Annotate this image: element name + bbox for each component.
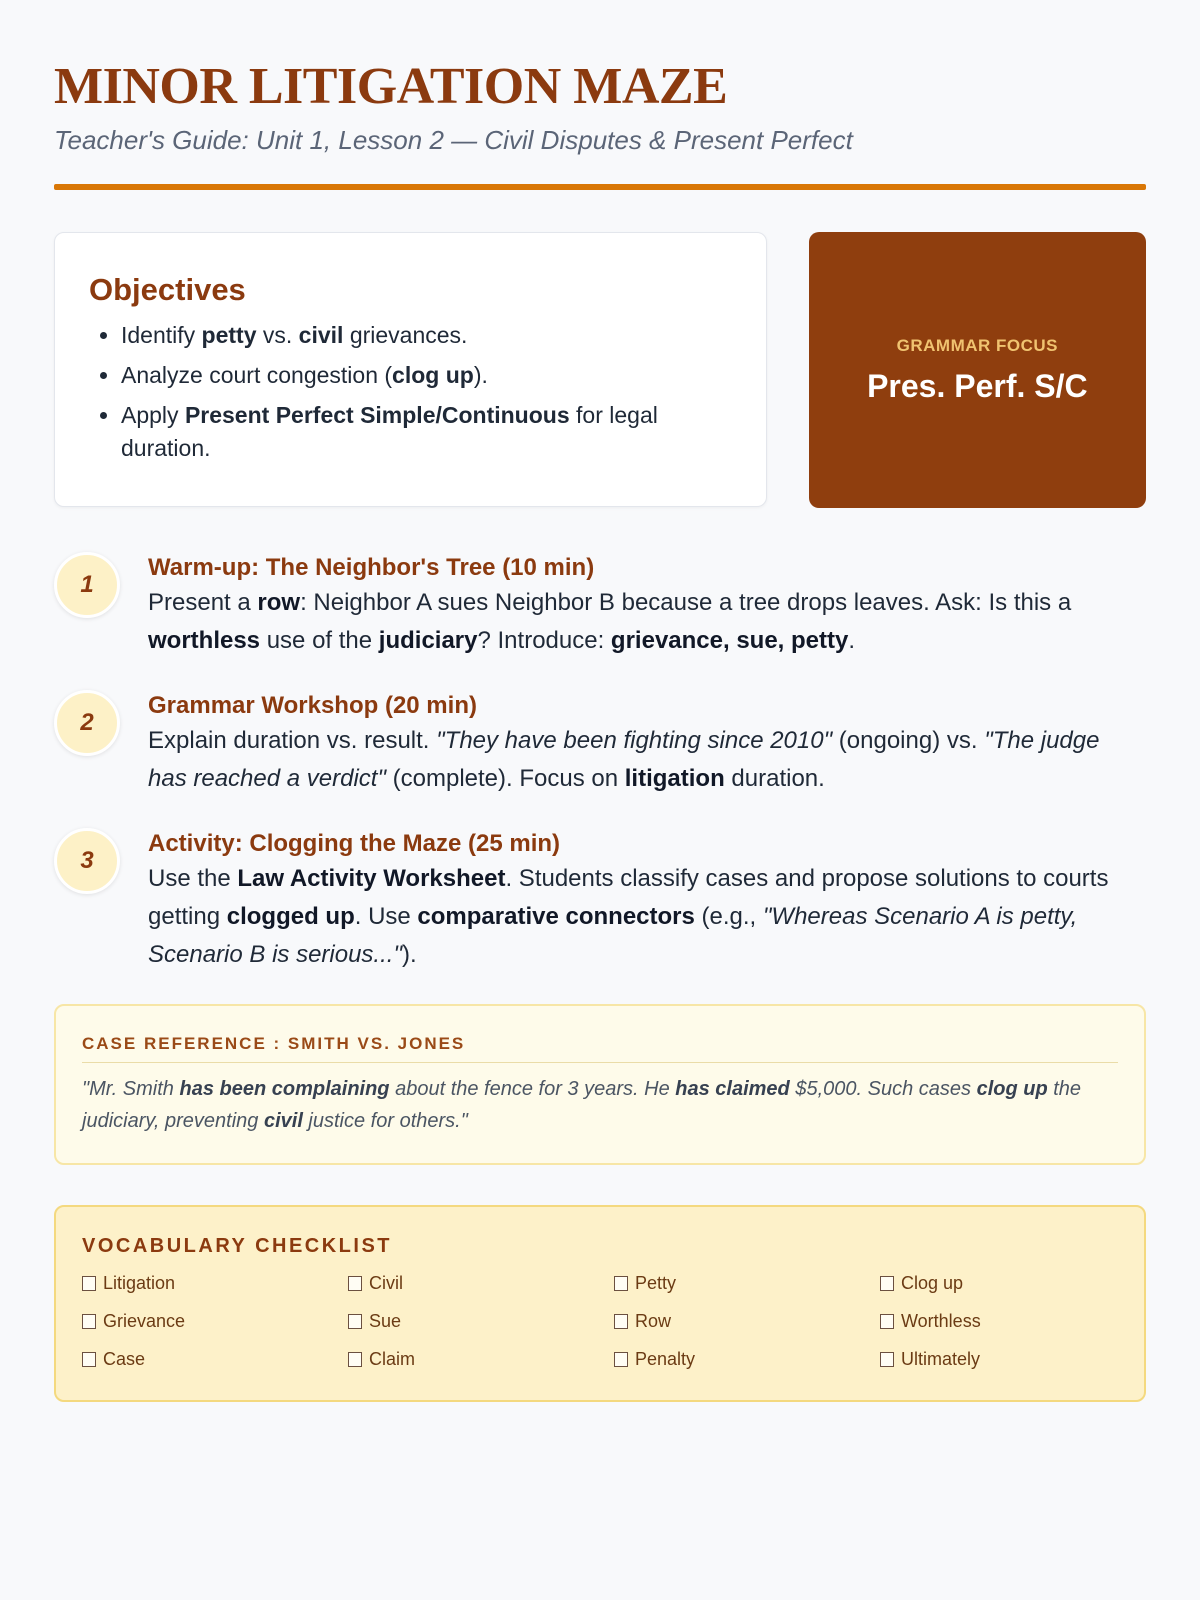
text-segment: $5,000. Such cases bbox=[789, 1078, 977, 1100]
vocabulary-checklist bbox=[54, 1205, 1146, 1402]
step-number-badge: 3 bbox=[54, 828, 120, 894]
objective-item bbox=[121, 399, 732, 465]
step-number-badge: 2 bbox=[54, 690, 120, 756]
text-segment: grievances. bbox=[343, 322, 468, 348]
checkbox[interactable] bbox=[348, 1352, 362, 1367]
vocabulary-checklist-label: VOCABULARY CHECKLIST bbox=[82, 1235, 393, 1257]
bold-text: civil bbox=[263, 1110, 303, 1132]
text-segment: ). bbox=[473, 362, 488, 388]
vocab-word: Petty bbox=[635, 1272, 677, 1293]
text-segment: Apply bbox=[121, 402, 185, 428]
vocab-item[interactable] bbox=[82, 1308, 348, 1334]
text-segment: Analyze court congestion ( bbox=[121, 362, 393, 388]
grammar-focus-card bbox=[809, 232, 1146, 508]
text-segment: vs. bbox=[256, 322, 299, 348]
grammar-focus-label: GRAMMAR FOCUS bbox=[896, 335, 1059, 355]
vocab-word: Case bbox=[103, 1348, 146, 1369]
vocab-word: Grievance bbox=[103, 1310, 186, 1331]
bold-text: litigation bbox=[624, 765, 725, 792]
vocab-item[interactable] bbox=[880, 1270, 1146, 1296]
text-segment: (ongoing) vs. bbox=[832, 727, 985, 754]
vocab-item[interactable] bbox=[614, 1308, 880, 1334]
text-segment: the judiciary, preventing bbox=[82, 1078, 1082, 1132]
lesson-step bbox=[54, 828, 1146, 974]
text-segment: for legal duration. bbox=[121, 402, 658, 461]
italic-text: "They have been fighting since 2010" bbox=[436, 727, 833, 754]
vocab-item[interactable] bbox=[348, 1308, 614, 1334]
vocab-item[interactable] bbox=[82, 1346, 348, 1372]
text-segment: Identify bbox=[121, 322, 202, 348]
lesson-step bbox=[54, 552, 1146, 660]
step-title: Warm-up: The Neighbor's Tree (10 min) bbox=[148, 554, 595, 581]
page-subtitle: Teacher's Guide: Unit 1, Lesson 2 — Civil Disputes & Present Perfect bbox=[54, 125, 853, 155]
vocab-item[interactable] bbox=[348, 1346, 614, 1372]
text-segment: "Mr. Smith bbox=[82, 1078, 180, 1100]
checkbox[interactable] bbox=[880, 1352, 894, 1367]
vocab-item[interactable] bbox=[82, 1270, 348, 1296]
bold-text: clog up bbox=[976, 1078, 1048, 1100]
text-segment: : Neighbor A sues Neighbor B because a tree drops leaves. Ask: Is this a bbox=[300, 589, 1072, 616]
text-segment: use of the bbox=[260, 627, 379, 654]
case-reference-quote bbox=[82, 1073, 1118, 1137]
bold-text: petty bbox=[201, 322, 257, 348]
checkbox[interactable] bbox=[82, 1276, 96, 1291]
header-divider bbox=[54, 184, 1146, 190]
top-row bbox=[54, 232, 1146, 508]
checkbox[interactable] bbox=[880, 1314, 894, 1329]
italic-text: "The judge has reached a verdict" bbox=[148, 727, 1100, 792]
bold-text: judiciary bbox=[378, 627, 478, 654]
vocab-word: Sue bbox=[369, 1310, 402, 1331]
objectives-card bbox=[54, 232, 767, 507]
bold-text: Present Perfect Simple/Continuous bbox=[184, 402, 570, 428]
step-text bbox=[148, 722, 1118, 798]
bold-text: grievance, sue, petty bbox=[610, 627, 849, 654]
text-segment: . Use bbox=[354, 903, 418, 930]
vocab-word: Row bbox=[635, 1310, 672, 1331]
vocab-item[interactable] bbox=[880, 1346, 1146, 1372]
step-title: Grammar Workshop (20 min) bbox=[148, 692, 477, 719]
vocab-item[interactable] bbox=[880, 1308, 1146, 1334]
objective-item bbox=[121, 319, 732, 352]
objectives-list bbox=[89, 319, 732, 465]
vocab-item[interactable] bbox=[614, 1270, 880, 1296]
checkbox[interactable] bbox=[348, 1314, 362, 1329]
step-text bbox=[148, 584, 1118, 660]
vocab-item[interactable] bbox=[614, 1346, 880, 1372]
text-segment: (e.g., bbox=[694, 903, 763, 930]
step-body bbox=[148, 828, 1118, 974]
bold-text: civil bbox=[298, 322, 344, 348]
checkbox[interactable] bbox=[82, 1352, 96, 1367]
vocab-word: Litigation bbox=[103, 1272, 176, 1293]
objective-item bbox=[121, 359, 732, 392]
checkbox[interactable] bbox=[880, 1276, 894, 1291]
text-segment: Use the bbox=[148, 865, 238, 892]
step-title: Activity: Clogging the Maze (25 min) bbox=[148, 830, 561, 857]
vocab-word: Claim bbox=[369, 1348, 416, 1369]
text-segment: duration. bbox=[724, 765, 825, 792]
bold-text: has been complaining bbox=[179, 1078, 390, 1100]
lesson-steps bbox=[54, 552, 1146, 974]
bold-text: worthless bbox=[148, 627, 261, 654]
text-segment: ? Introduce: bbox=[477, 627, 611, 654]
vocab-item[interactable] bbox=[348, 1270, 614, 1296]
text-segment: . Students classify cases and propose solutions to courts getting bbox=[148, 865, 1109, 930]
checkbox[interactable] bbox=[614, 1314, 628, 1329]
objectives-heading: Objectives bbox=[89, 272, 246, 307]
bold-text: comparative connectors bbox=[417, 903, 695, 930]
vocab-word: Ultimately bbox=[901, 1348, 981, 1369]
text-segment: Explain duration vs. result. bbox=[148, 727, 437, 754]
vocabulary-grid bbox=[82, 1270, 1118, 1372]
vocab-word: Penalty bbox=[635, 1348, 696, 1369]
text-segment: . bbox=[848, 627, 856, 654]
vocab-word: Civil bbox=[369, 1272, 403, 1293]
step-body bbox=[148, 552, 1118, 660]
checkbox[interactable] bbox=[82, 1314, 96, 1329]
text-segment: justice for others." bbox=[302, 1110, 468, 1132]
checkbox[interactable] bbox=[614, 1352, 628, 1367]
text-segment: about the fence for 3 years. He bbox=[389, 1078, 676, 1100]
case-reference-label: CASE REFERENCE : SMITH VS. JONES bbox=[82, 1034, 1118, 1063]
text-segment: Present a bbox=[148, 589, 258, 616]
step-text bbox=[148, 860, 1118, 974]
bold-text: clogged up bbox=[226, 903, 355, 930]
bold-text: Law Activity Worksheet bbox=[237, 865, 506, 892]
checkbox[interactable] bbox=[614, 1276, 628, 1291]
lesson-step bbox=[54, 690, 1146, 798]
text-segment: (complete). Focus on bbox=[385, 765, 625, 792]
grammar-focus-value: Pres. Perf. S/C bbox=[867, 367, 1088, 404]
vocab-word: Worthless bbox=[901, 1310, 981, 1331]
case-reference-box bbox=[54, 1004, 1146, 1165]
text-segment: ). bbox=[401, 941, 417, 968]
bold-text: clog up bbox=[392, 362, 474, 388]
page-title: MINOR LITIGATION MAZE bbox=[54, 58, 728, 115]
italic-text: "Whereas Scenario A is petty, Scenario B is serious..." bbox=[148, 903, 1078, 968]
checkbox[interactable] bbox=[348, 1276, 362, 1291]
bold-text: row bbox=[257, 589, 301, 616]
step-body bbox=[148, 690, 1118, 798]
bold-text: has claimed bbox=[675, 1078, 790, 1100]
step-number-badge: 1 bbox=[54, 552, 120, 618]
vocab-word: Clog up bbox=[901, 1272, 964, 1293]
